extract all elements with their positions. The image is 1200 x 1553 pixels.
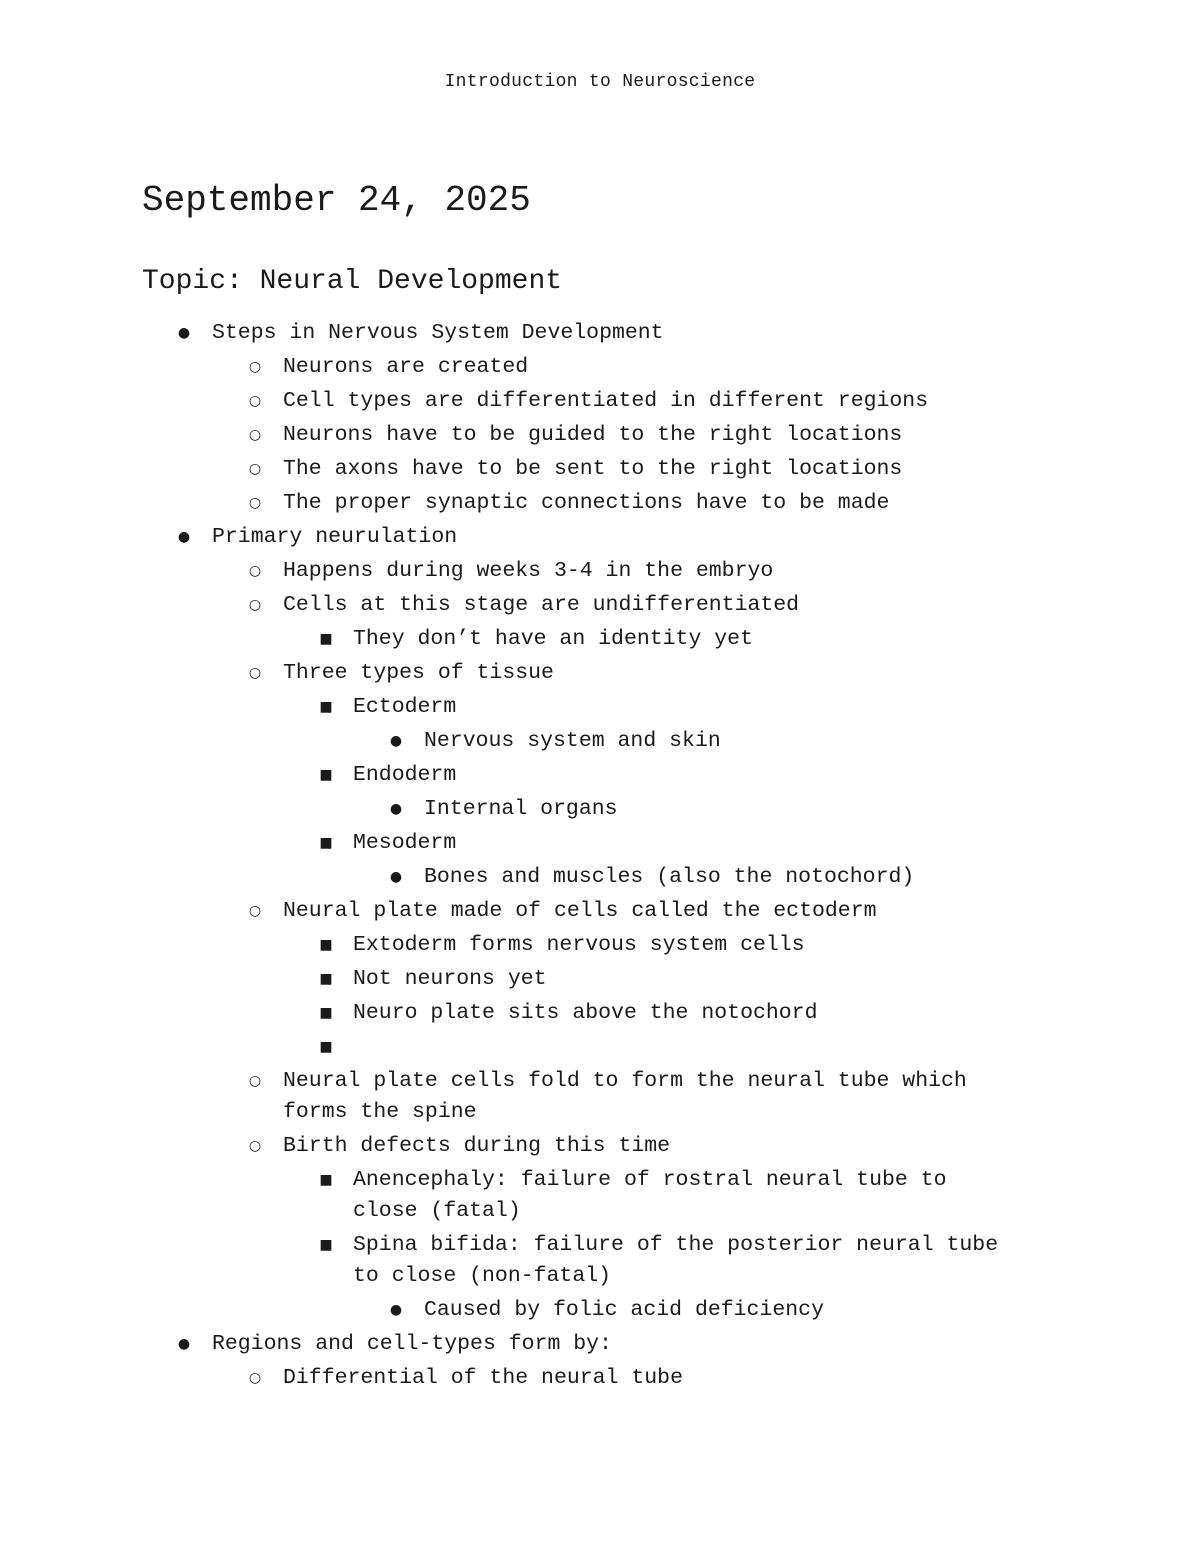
outline-item-text: Happens during weeks 3-4 in the embryo — [283, 559, 774, 583]
outline-item-text: Bones and muscles (also the notochord) — [424, 865, 915, 889]
hollow-circle-bullet-icon: ○ — [248, 359, 262, 375]
outline-item-text: Mesoderm — [353, 831, 457, 855]
outline-item-text: Caused by folic acid deficiency — [424, 1298, 824, 1322]
outline-item-text: Extoderm forms nervous system cells — [353, 933, 805, 957]
outline-item — [0, 964, 1200, 995]
hollow-circle-bullet-icon: ○ — [248, 393, 262, 409]
filled-circle-bullet-icon: ● — [177, 1336, 191, 1352]
hollow-circle-bullet-icon: ○ — [248, 665, 262, 681]
hollow-circle-bullet-icon: ○ — [248, 495, 262, 511]
date-heading: September 24, 2025 — [142, 180, 531, 221]
square-bullet-icon: ■ — [319, 1039, 333, 1055]
filled-circle-bullet-icon: ● — [177, 529, 191, 545]
topic-heading: Topic: Neural Development — [142, 266, 563, 297]
outline-item-text: Regions and cell-types form by: — [212, 1332, 612, 1356]
square-bullet-icon: ■ — [319, 937, 333, 953]
outline-item — [0, 998, 1200, 1029]
outline-item-text — [353, 1035, 366, 1059]
outline-item — [0, 794, 1200, 825]
outline-item — [0, 488, 1200, 519]
outline-item — [0, 624, 1200, 655]
square-bullet-icon: ■ — [319, 699, 333, 715]
outline-item — [0, 930, 1200, 961]
square-bullet-icon: ■ — [319, 971, 333, 987]
outline-item-text: They don’t have an identity yet — [353, 627, 753, 651]
outline-item — [0, 1230, 1013, 1292]
filled-circle-bullet-icon: ● — [389, 801, 403, 817]
hollow-circle-bullet-icon: ○ — [248, 1073, 262, 1089]
outline-item — [0, 522, 1200, 553]
outline-item — [0, 1131, 1200, 1162]
outline-item-text: Internal organs — [424, 797, 618, 821]
outline-item — [0, 862, 1200, 893]
outline-item — [0, 590, 1200, 621]
outline-item-text: Anencephaly: failure of rostral neural tube to close (fatal) — [353, 1168, 947, 1223]
square-bullet-icon: ■ — [319, 1237, 333, 1253]
outline-item-text: Cells at this stage are undifferentiated — [283, 593, 800, 617]
outline-item-text: Differential of the neural tube — [283, 1366, 683, 1390]
outline-item-text: Neurons are created — [283, 355, 529, 379]
outline-item-text: Birth defects during this time — [283, 1134, 671, 1158]
square-bullet-icon: ■ — [319, 767, 333, 783]
outline-item-text: Not neurons yet — [353, 967, 547, 991]
square-bullet-icon: ■ — [319, 835, 333, 851]
outline-item-text: Neural plate made of cells called the ectoderm — [283, 899, 877, 923]
outline-item — [0, 692, 1200, 723]
filled-circle-bullet-icon: ● — [177, 325, 191, 341]
outline-item-empty — [0, 1032, 1200, 1063]
outline-item — [0, 1066, 1043, 1128]
outline-item — [0, 828, 1200, 859]
hollow-circle-bullet-icon: ○ — [248, 903, 262, 919]
outline-item-text: Cell types are differentiated in different regions — [283, 389, 929, 413]
outline-item-text: Neural plate cells fold to form the neural tube which forms the spine — [283, 1069, 967, 1124]
outline-item — [0, 386, 1200, 417]
outline-item — [0, 454, 1200, 485]
outline-item — [0, 658, 1200, 689]
hollow-circle-bullet-icon: ○ — [248, 427, 262, 443]
hollow-circle-bullet-icon: ○ — [248, 597, 262, 613]
outline-item — [0, 556, 1200, 587]
filled-circle-bullet-icon: ● — [389, 733, 403, 749]
outline-item-text: Endoderm — [353, 763, 457, 787]
outline-item-text: Neurons have to be guided to the right locations — [283, 423, 903, 447]
outline-item-text: Spina bifida: failure of the posterior neural tube to close (non-fatal) — [353, 1233, 999, 1288]
square-bullet-icon: ■ — [319, 1172, 333, 1188]
outline-item — [0, 896, 1200, 927]
notes-outline — [0, 318, 1200, 1397]
outline-item — [0, 1363, 1200, 1394]
filled-circle-bullet-icon: ● — [389, 869, 403, 885]
outline-item-text: The axons have to be sent to the right locations — [283, 457, 903, 481]
outline-item — [0, 1295, 1200, 1326]
page-header: Introduction to Neuroscience — [444, 72, 756, 92]
outline-item-text: Ectoderm — [353, 695, 457, 719]
outline-item — [0, 318, 1200, 349]
hollow-circle-bullet-icon: ○ — [248, 1138, 262, 1154]
outline-item-text: Neuro plate sits above the notochord — [353, 1001, 818, 1025]
outline-item — [0, 726, 1200, 757]
outline-item — [0, 1165, 1013, 1227]
filled-circle-bullet-icon: ● — [389, 1302, 403, 1318]
outline-item-text: Steps in Nervous System Development — [212, 321, 664, 345]
square-bullet-icon: ■ — [319, 631, 333, 647]
hollow-circle-bullet-icon: ○ — [248, 1370, 262, 1386]
outline-item-text: Primary neurulation — [212, 525, 458, 549]
square-bullet-icon: ■ — [319, 1005, 333, 1021]
hollow-circle-bullet-icon: ○ — [248, 461, 262, 477]
hollow-circle-bullet-icon: ○ — [248, 563, 262, 579]
outline-item — [0, 352, 1200, 383]
outline-item — [0, 760, 1200, 791]
outline-item-text: Three types of tissue — [283, 661, 554, 685]
outline-item — [0, 1329, 1200, 1360]
outline-item-text: The proper synaptic connections have to be made — [283, 491, 890, 515]
outline-item — [0, 420, 1200, 451]
outline-item-text: Nervous system and skin — [424, 729, 721, 753]
